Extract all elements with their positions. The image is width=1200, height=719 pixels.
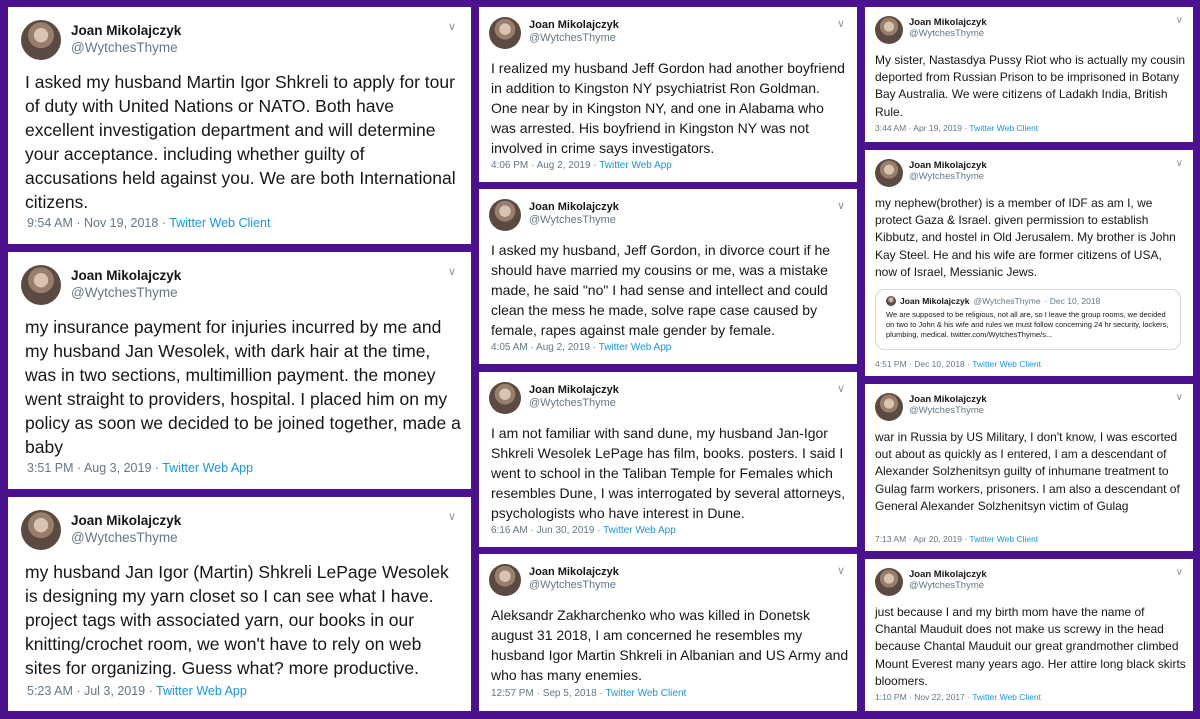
avatar[interactable] xyxy=(489,564,521,596)
tweet-source[interactable]: Twitter Web App xyxy=(156,684,247,698)
tweet-meta: 9:54 AM · Nov 19, 2018 · Twitter Web Client xyxy=(27,216,271,230)
tweet-header xyxy=(21,265,181,305)
tweet-time[interactable]: 5:23 AM · Jul 3, 2019 xyxy=(27,684,146,698)
tweet-card xyxy=(8,252,471,489)
user-handle[interactable]: @WytchesThyme xyxy=(71,530,178,545)
chevron-down-icon[interactable]: ∨ xyxy=(836,565,845,577)
chevron-down-icon[interactable]: ∨ xyxy=(1175,15,1183,26)
quoted-date: · Dec 10, 2018 xyxy=(1044,296,1101,306)
tweet-card xyxy=(479,554,857,711)
tweet-header xyxy=(21,510,181,550)
tweet-header xyxy=(21,20,181,60)
tweet-meta: 5:23 AM · Jul 3, 2019 · Twitter Web App xyxy=(27,684,247,698)
tweet-source[interactable]: Twitter Web App xyxy=(599,160,672,171)
user-handle[interactable]: @WytchesThyme xyxy=(71,40,178,55)
chevron-down-icon[interactable]: ∨ xyxy=(447,266,456,278)
user-handle[interactable]: @WytchesThyme xyxy=(529,32,616,44)
avatar[interactable] xyxy=(489,382,521,414)
avatar[interactable] xyxy=(21,20,61,60)
tweet-time[interactable]: 3:51 PM · Aug 3, 2019 xyxy=(27,461,152,475)
tweet-meta: 6:16 AM · Jun 30, 2019 · Twitter Web App xyxy=(491,525,676,536)
avatar[interactable] xyxy=(875,393,903,421)
chevron-down-icon[interactable]: ∨ xyxy=(836,200,845,212)
quoted-tweet-header xyxy=(886,296,1170,306)
tweet-text: my husband Jan Igor (Martin) Shkreli LePage Wesolek is designing my yarn closet so I can see what I have. project tags with associated yarn, our books in our knitting/crochet room, we won't have to rely on web sites for organizing. Guess what? more productive. xyxy=(25,562,449,678)
tweet-text: My sister, Nastasdya Pussy Riot who is actually my cousin deported from Russian Prison to be imprisoned in Botany Bay Australia. We were citizens of Ladakh India, British Rule. xyxy=(875,53,1186,119)
user-name[interactable]: Joan Mikolajczyk xyxy=(909,17,987,28)
tweet-header xyxy=(489,17,619,49)
tweet-header xyxy=(489,382,619,414)
user-handle[interactable]: @WytchesThyme xyxy=(909,405,985,416)
tweet-text: I asked my husband Martin Igor Shkreli to apply for tour of duty with United Nations or NATO. Both have excellent investigation department and will determine your acceptance. including whether guilty of accusations held against you. We are both International citizens. xyxy=(25,72,456,212)
tweet-header xyxy=(875,159,987,187)
chevron-down-icon[interactable]: ∨ xyxy=(1175,158,1183,169)
user-name[interactable]: Joan Mikolajczyk xyxy=(71,513,182,528)
tweet-text: I asked my husband, Jeff Gordon, in divorce court if he should have married my cousins or me, was a mistake made, he said "no" I had sense and intellect and could clean the mess he made, solve rape case caused by female, rapes against male gender by female. xyxy=(491,242,831,338)
avatar[interactable] xyxy=(489,199,521,231)
user-name[interactable]: Joan Mikolajczyk xyxy=(529,19,619,31)
user-name[interactable]: Joan Mikolajczyk xyxy=(71,23,182,38)
chevron-down-icon[interactable]: ∨ xyxy=(447,511,456,523)
quoted-tweet[interactable] xyxy=(875,289,1181,350)
tweet-text: just because I and my birth mom have the name of Chantal Mauduit does not make us screwy in the head because Chantal Mauduit our great grandmother climbed Mount Everest many years ago. Her attire long black skirts bloomers. xyxy=(875,605,1186,688)
tweet-card xyxy=(479,372,857,547)
tweet-text: I am not familiar with sand dune, my husband Jan-Igor Shkreli Wesolek LePage has film, books. posters. I said I went to school in the Taliban Temple for Females which resembles Dune, I was interrogated by several attorneys, psychologists who have interest in Dune. xyxy=(491,425,846,521)
avatar[interactable] xyxy=(21,510,61,550)
tweet-source[interactable]: Twitter Web Client xyxy=(969,534,1039,544)
tweet-meta: 4:05 AM · Aug 2, 2019 · Twitter Web App xyxy=(491,342,672,353)
tweet-source[interactable]: Twitter Web App xyxy=(598,342,672,353)
tweet-source[interactable]: Twitter Web App xyxy=(162,461,254,475)
user-name[interactable]: Joan Mikolajczyk xyxy=(909,569,987,580)
tweet-source[interactable]: Twitter Web Client xyxy=(972,359,1041,369)
tweet-time[interactable]: 3:44 AM · Apr 19, 2019 xyxy=(875,123,962,133)
tweet-card xyxy=(865,559,1193,711)
quoted-user-handle: @WytchesThyme xyxy=(973,296,1041,306)
avatar[interactable] xyxy=(875,16,903,44)
tweet-text: Aleksandr Zakharchenko who was killed in Donetsk august 31 2018, I am concerned he resembles my husband Igor Martin Shkreli in Albanian and US Army and who has many enemies. xyxy=(491,607,849,683)
chevron-down-icon[interactable]: ∨ xyxy=(1175,392,1183,403)
tweet-meta: 1:10 PM · Nov 22, 2017 · Twitter Web Client xyxy=(875,692,1041,702)
chevron-down-icon[interactable]: ∨ xyxy=(836,18,845,30)
user-handle[interactable]: @WytchesThyme xyxy=(529,214,616,226)
tweet-time[interactable]: 6:16 AM · Jun 30, 2019 xyxy=(491,525,595,536)
tweet-card xyxy=(479,189,857,364)
tweet-meta: 7:13 AM · Apr 20, 2019 · Twitter Web Client xyxy=(875,534,1039,544)
tweet-time[interactable]: 7:13 AM · Apr 20, 2019 xyxy=(875,534,962,544)
tweet-meta: 3:51 PM · Aug 3, 2019 · Twitter Web App xyxy=(27,461,254,475)
tweet-time[interactable]: 9:54 AM · Nov 19, 2018 xyxy=(27,216,159,230)
quoted-user-name: Joan Mikolajczyk xyxy=(900,296,970,306)
tweet-header xyxy=(875,16,987,44)
user-name[interactable]: Joan Mikolajczyk xyxy=(909,160,987,171)
tweet-time[interactable]: 12:57 PM · Sep 5, 2018 xyxy=(491,688,597,699)
tweet-text: my nephew(brother) is a member of IDF as am I, we protect Gaza & Israel. given permission to establish Kibbutz, and hostel in Old Jerusalem. My brother is John Kay Steel. He and his wife are former citizens of USA, now of Israel, Messianic Jews. xyxy=(875,196,1176,279)
avatar[interactable] xyxy=(489,17,521,49)
tweet-header xyxy=(875,393,987,421)
user-name[interactable]: Joan Mikolajczyk xyxy=(529,566,619,578)
tweet-meta: 4:06 PM · Aug 2, 2019 · Twitter Web App xyxy=(491,160,672,171)
tweet-source[interactable]: Twitter Web Client xyxy=(969,123,1039,133)
tweet-header xyxy=(875,568,987,596)
tweet-card xyxy=(479,7,857,182)
avatar[interactable] xyxy=(875,568,903,596)
tweet-source[interactable]: Twitter Web App xyxy=(603,525,676,536)
user-handle[interactable]: @WytchesThyme xyxy=(909,580,985,591)
tweet-text: my insurance payment for injuries incurred by me and my husband Jan Wesolek, with dark hair at the time, was in two sections, multimillion payment. the money went straight to providers, hospital. I placed him on my policy as soon we decided to be joined together, made a baby xyxy=(25,317,461,457)
chevron-down-icon[interactable]: ∨ xyxy=(836,383,845,395)
tweet-time[interactable]: 4:51 PM · Dec 10, 2018 xyxy=(875,359,965,369)
user-handle[interactable]: @WytchesThyme xyxy=(909,171,985,182)
user-handle[interactable]: @WytchesThyme xyxy=(909,28,985,39)
tweet-text: war in Russia by US Military, I don't know, I was escorted out about as quickly as I entered, I am a descendant of Alexander Solzhenitsyn guilty of inhumane treatment to Gulag farm workers, prisoners. I am also a descendant of General Alexander Solzhenitsyn victim of Gulag xyxy=(875,430,1180,513)
tweet-card xyxy=(8,497,471,711)
tweet-text: I realized my husband Jeff Gordon had another boyfriend in addition to Kingston NY psychiatrist Ron Goldman. One near by in Kingston NY, and one in Alabama who was arrested. His boyfriend in Kingston NY was not involved in crime says investigators. xyxy=(491,60,845,156)
user-name[interactable]: Joan Mikolajczyk xyxy=(909,394,987,405)
tweet-meta: 4:51 PM · Dec 10, 2018 · Twitter Web Client xyxy=(875,359,1041,369)
tweet-time[interactable]: 1:10 PM · Nov 22, 2017 xyxy=(875,692,965,702)
tweet-time[interactable]: 4:06 PM · Aug 2, 2019 xyxy=(491,160,591,171)
tweet-time[interactable]: 4:05 AM · Aug 2, 2019 xyxy=(491,342,590,353)
tweet-card xyxy=(8,7,471,244)
tweet-source[interactable]: Twitter Web Client xyxy=(605,688,687,699)
user-name[interactable]: Joan Mikolajczyk xyxy=(71,268,182,283)
user-name[interactable]: Joan Mikolajczyk xyxy=(529,201,619,213)
user-name[interactable]: Joan Mikolajczyk xyxy=(529,384,619,396)
tweet-header xyxy=(489,199,619,231)
chevron-down-icon[interactable]: ∨ xyxy=(1175,567,1183,578)
chevron-down-icon[interactable]: ∨ xyxy=(447,21,456,33)
user-handle[interactable]: @WytchesThyme xyxy=(529,579,616,591)
tweet-card xyxy=(865,7,1193,142)
avatar[interactable] xyxy=(875,159,903,187)
tweet-meta: 12:57 PM · Sep 5, 2018 · Twitter Web Client xyxy=(491,688,687,699)
tweet-card xyxy=(865,150,1193,376)
tweet-source[interactable]: Twitter Web Client xyxy=(169,216,271,230)
user-handle[interactable]: @WytchesThyme xyxy=(529,397,616,409)
user-handle[interactable]: @WytchesThyme xyxy=(71,285,178,300)
tweet-card xyxy=(865,384,1193,551)
tweet-source[interactable]: Twitter Web Client xyxy=(972,692,1041,702)
quoted-tweet-text: We are supposed to be religious, not all are, so I leave the group rooms, we decided on two to John & his wife and rules we must follow concerning 24 hr security, lockers, plumbing, medical. twitter.com/WytchesThyme/s... xyxy=(886,310,1169,339)
tweet-meta: 3:44 AM · Apr 19, 2019 · Twitter Web Client xyxy=(875,123,1039,133)
avatar xyxy=(886,296,896,306)
avatar[interactable] xyxy=(21,265,61,305)
tweet-header xyxy=(489,564,619,596)
